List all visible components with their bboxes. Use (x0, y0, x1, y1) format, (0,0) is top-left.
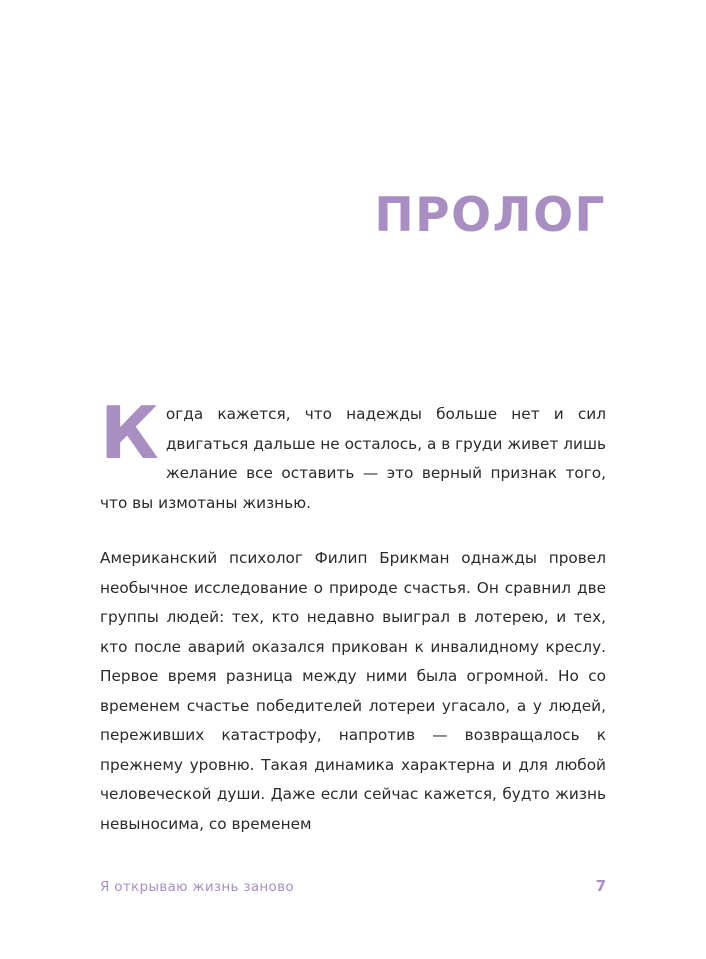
footer-book-title: Я открываю жизнь заново (100, 879, 294, 895)
body-text-block (100, 391, 606, 839)
page-footer (100, 877, 606, 895)
footer-page-number: 7 (595, 877, 606, 895)
paragraph-first-text: огда кажется, что надежды больше нет и сил двигаться дальше не осталось, а в груди живет лишь желание все оставить — это верный признак того, что вы измотаны жизнью. (100, 405, 606, 512)
paragraph-second: Американский психолог Филип Брикман однажды провел необычное исследование о природе счастья. Он сравнил две группы людей: тех, кто недавно выиграл в лотерею, и тех, кто после аварий оказался прикован к инвалидному креслу. Первое время разница между ними была огромной. Но со временем счастье победителей лотереи угасало, а у людей, переживших катастрофу, напротив — возвращалось к прежнему уровню. Такая динамика характерна и для любой человеческой души. Даже если сейчас кажется, будто жизнь невыносима, со временем (100, 549, 606, 833)
drop-cap-letter: К (100, 391, 159, 475)
chapter-title: ПРОЛОГ (374, 188, 606, 243)
paragraph-first (100, 391, 606, 518)
page-content (100, 0, 606, 959)
